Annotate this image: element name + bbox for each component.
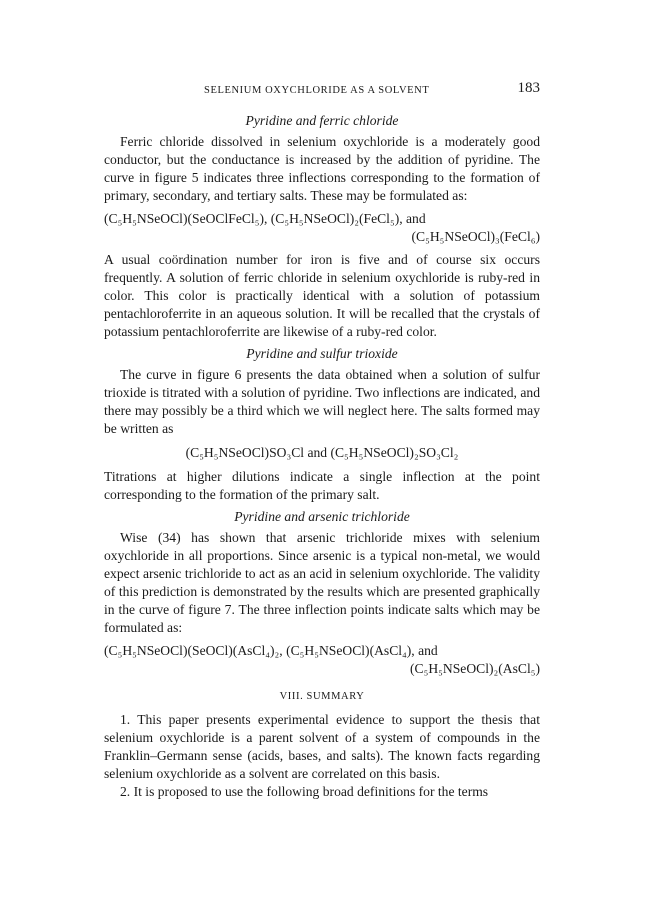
paragraph: A usual coördination number for iron is five and of course six occurs frequently. A solution of ferric chloride in selenium oxychloride is ruby-red in color. This color is practically identical with a solution of potassium pentachloroferrite in an aqueous solution. It will be recalled that the crystals of potassium pentachloroferrite are likewise of a ruby-red color. (104, 252, 540, 339)
section-heading: Pyridine and sulfur trioxide (246, 346, 398, 361)
summary-heading: VIII. SUMMARY (279, 691, 365, 702)
summary-section (104, 688, 540, 801)
formula-line: (C₅H₅NSeOCl)₂(AsCl₅) (410, 661, 540, 676)
formula-block (104, 210, 540, 246)
paragraph: Titrations at higher dilutions indicate a single inflection at the point corresponding to the formation of the primary salt. (104, 469, 540, 502)
formula-line: (C₅H₅NSeOCl)SO₃Cl and (C₅H₅NSeOCl)₂SO₃Cl₂ (185, 445, 459, 460)
paragraph: The curve in figure 6 presents the data obtained when a solution of sulfur trioxide is titrated with a solution of pyridine. Two inflections are indicated, and there may possibly be a third which we will neglect here. The salts formed may be written as (104, 367, 540, 436)
section-heading: Pyridine and arsenic trichloride (234, 509, 410, 524)
section-pyridine-sulfur-trioxide (104, 345, 540, 504)
section-pyridine-arsenic-trichloride (104, 508, 540, 678)
formula-block (104, 642, 540, 678)
formula-line: (C₅H₅NSeOCl)₃(FeCl₆) (411, 229, 540, 244)
page-header (104, 79, 540, 101)
page-number: 183 (517, 80, 540, 96)
paragraph: Wise (34) has shown that arsenic trichloride mixes with selenium oxychloride in all proportions. Since arsenic is a typical non-metal, we would expect arsenic trichloride to act as an acid in selenium oxychloride. The validity of this prediction is demonstrated by the results which are presented graphically in the curve of figure 7. The three inflection points indicate salts which may be formulated as: (104, 530, 540, 635)
summary-item: 2. It is proposed to use the following broad definitions for the terms (120, 784, 489, 799)
paragraph: Ferric chloride dissolved in selenium oxychloride is a moderately good conductor, but the conductance is increased by the addition of pyridine. The curve in figure 5 indicates three inflections corresponding to the formation of primary, secondary, and tertiary salts. These may be formulated as: (104, 134, 540, 203)
formula-line: (C₅H₅NSeOCl)(SeOCl)(AsCl₄)₂, (C₅H₅NSeOCl)(AsCl₄), and (104, 643, 438, 658)
section-pyridine-ferric-chloride (104, 112, 540, 341)
section-heading: Pyridine and ferric chloride (245, 113, 399, 128)
summary-item: 1. This paper presents experimental evidence to support the thesis that selenium oxychloride is a parent solvent of a system of compounds in the Franklin–Germann sense (acids, bases, and salts). The known facts regarding selenium oxychloride as a solvent are correlated on this basis. (104, 712, 540, 781)
page-body (104, 108, 540, 801)
running-title: SELENIUM OXYCHLORIDE AS A SOLVENT (204, 85, 430, 96)
formula-line: (C₅H₅NSeOCl)(SeOClFeCl₅), (C₅H₅NSeOCl)₂(FeCl₅), and (104, 211, 426, 226)
